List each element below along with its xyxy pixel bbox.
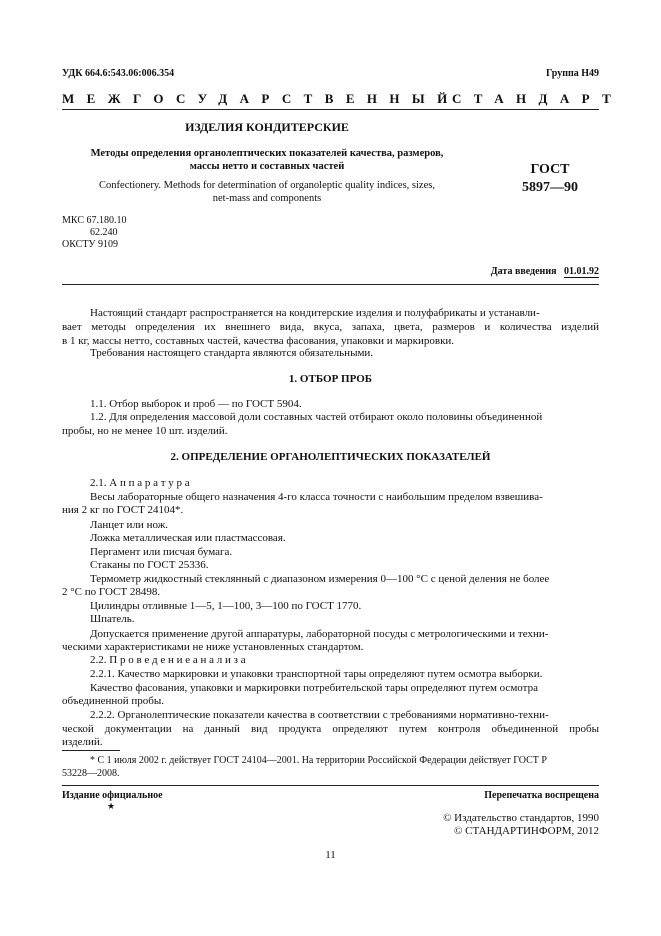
clause-2-2-1: 2.2.1. Качество маркировки и упаковки транспортной тары определяют путем осмотра выборки. (90, 668, 543, 680)
clause-1-2-line-1: 1.2. Для определения массовой доли составных частей отбирают около половины объединенной (90, 411, 543, 423)
english-title-line-1: Confectionery. Methods for determination of organoleptic quality indices, sizes, (99, 180, 435, 191)
gost-number: 5897—90 (522, 180, 578, 195)
subtitle-line-2: массы нетто и составных частей (189, 161, 345, 172)
apparatus-spoon: Ложка металлическая или пластмассовая. (90, 532, 286, 544)
group-code: Группа Н49 (546, 68, 599, 79)
clause-2-2-1b-line-1: Качество фасования, упаковки и маркировки потребительской тары определяют путем осмотра (90, 682, 538, 694)
star-icon: ★ (107, 801, 116, 811)
mks-code-1: МКС 67.180.10 (62, 215, 127, 226)
clause-2-2-1b-line-2: объединенной пробы. (62, 695, 165, 707)
copyright-publisher: © Издательство стандартов, 1990 (443, 812, 599, 824)
apparatus-paper: Пергамент или писчая бумага. (90, 546, 233, 558)
apparatus-thermometer-line-1: Термометр жидкостный стеклянный с диапазоном измерения 0—100 °С с ценой деления не более (90, 573, 550, 585)
clause-2-2-2-line-2: ческой документации на данный вид продукта определяют путем контроля объединенной пробы (62, 723, 599, 735)
apparatus-spatula: Шпатель. (90, 613, 135, 625)
intro-date-value: 01.01.92 (564, 266, 599, 277)
intro-line-2: вает методы определения их внешнего вида, вкуса, запаха, цвета, размеров и количества изделий (62, 321, 599, 333)
apparatus-glasses: Стаканы по ГОСТ 25336. (90, 559, 209, 571)
apparatus-scales-line-1: Весы лабораторные общего назначения 4-го класса точности с наибольшим пределом взвешива- (90, 491, 543, 503)
copyright-standartinform: © СТАНДАРТИНФОРМ, 2012 (454, 825, 599, 837)
clause-2-1-heading: 2.1. А п п а р а т у р а (90, 477, 190, 489)
gost-label: ГОСТ (530, 162, 570, 177)
footnote-line-1: * С 1 июля 2002 г. действует ГОСТ 24104—2001. На территории Российской Федерации действует ГОСТ Р (90, 755, 547, 766)
footnote-line-2: 53228—2008. (62, 768, 120, 779)
official-edition: Издание официальное (62, 790, 163, 801)
intro-date-label: Дата введения (490, 266, 557, 277)
intro-line-4: Требования настоящего стандарта являются обязательными. (90, 347, 374, 359)
section-1-heading: 1. ОТБОР ПРОБ (288, 373, 373, 385)
clause-2-2-2-line-3: изделий. (62, 736, 103, 748)
header-rule (62, 109, 599, 110)
intro-rule (62, 284, 599, 285)
apparatus-thermometer-line-2: 2 °С по ГОСТ 28498. (62, 586, 161, 598)
reprint-prohibited: Перепечатка воспрещена (484, 790, 599, 801)
standard-title: ИЗДЕЛИЯ КОНДИТЕРСКИЕ (185, 120, 349, 134)
mks-code-2: 62.240 (90, 227, 118, 238)
apparatus-other-line-2: ческими характеристиками не ниже установленных стандартом. (62, 641, 364, 653)
apparatus-other-line-1: Допускается применение другой аппаратуры, лабораторной посуды с метрологическими и техни- (90, 628, 549, 640)
section-2-heading: 2. ОПРЕДЕЛЕНИЕ ОРГАНОЛЕПТИЧЕСКИХ ПОКАЗАТЕЛЕЙ (170, 451, 491, 463)
apparatus-cylinders: Цилиндры отливные 1—5, 1—100, 3—100 по ГОСТ 1770. (90, 600, 362, 612)
footer-rule (62, 785, 599, 786)
udk-code: УДК 664.6:543.06:006.354 (62, 68, 175, 79)
clause-2-2-heading: 2.2. П р о в е д е н и е а н а л и з а (90, 654, 246, 666)
clause-1-1: 1.1. Отбор выборок и проб — по ГОСТ 5904. (90, 398, 302, 410)
page-number: 11 (325, 849, 336, 861)
clause-1-2-line-2: пробы, но не менее 10 шт. изделий. (62, 425, 228, 437)
footnote-rule (62, 750, 120, 751)
apparatus-lancet: Ланцет или нож. (90, 519, 169, 531)
clause-2-2-2-line-1: 2.2.2. Органолептические показатели качества в соответствии с требованиями нормативно-техни- (90, 709, 549, 721)
banner-interstate: МЕЖГОСУДАРСТВЕННЫЙ (62, 91, 460, 106)
intro-line-1: Настоящий стандарт распространяется на кондитерские изделия и полуфабрикаты и устанавли- (90, 307, 540, 319)
english-title-line-2: net-mass and components (212, 193, 322, 204)
banner-standard: СТАНДАРТ (452, 91, 624, 106)
apparatus-scales-line-2: ния 2 кг по ГОСТ 24104*. (62, 504, 184, 516)
intro-date (491, 266, 599, 277)
intro-line-3: в 1 кг, массы нетто, составных частей, качества фасования, упаковки и маркировки. (62, 335, 455, 347)
subtitle-line-1: Методы определения органолептических показателей качества, размеров, (90, 148, 444, 159)
okstu-code: ОКСТУ 9109 (62, 239, 119, 250)
